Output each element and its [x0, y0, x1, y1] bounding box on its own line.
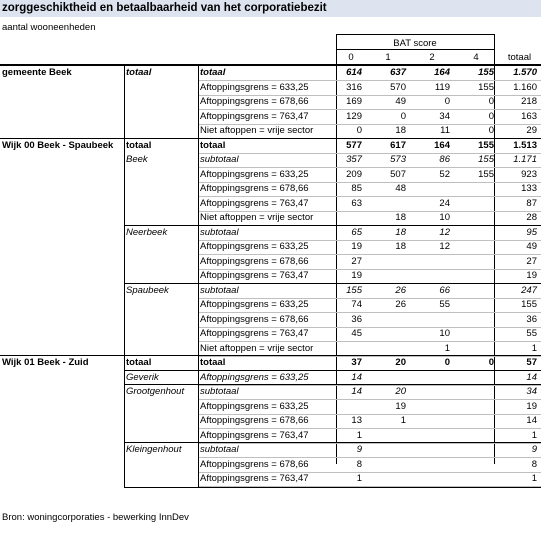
row-value: 0: [400, 110, 406, 122]
row-value: 14: [351, 386, 362, 397]
table-horizontal-rule: [0, 138, 541, 139]
bat-col-header: 4: [473, 52, 479, 63]
table-horizontal-rule: [124, 370, 541, 371]
row-value: 155: [346, 284, 362, 296]
row-group-label: Wijk 01 Beek - Zuid: [2, 357, 89, 368]
row-total-value: 1.171: [513, 154, 537, 165]
row-value: [410, 458, 454, 471]
bat-col-header: 0: [348, 52, 354, 63]
row-total-value: 27: [526, 255, 537, 267]
row-value: [410, 182, 454, 195]
row-value: 0: [488, 96, 494, 107]
row-total-value: 14: [526, 415, 537, 426]
row-value: [410, 472, 454, 485]
row-value: 0: [356, 125, 362, 136]
row-value: 316: [346, 81, 362, 93]
row-total-value: 1.570: [513, 67, 537, 78]
row-value: 155: [478, 81, 494, 93]
row-value: 85: [351, 183, 362, 194]
row-value: 26: [395, 299, 406, 310]
row-value: 0: [488, 110, 494, 122]
row-value: 20: [395, 386, 406, 397]
row-total-value: 9: [531, 444, 537, 455]
row-value: [454, 472, 498, 485]
row-value: 10: [439, 212, 450, 223]
row-total-value: 28: [526, 212, 537, 223]
row-value: [454, 414, 498, 427]
row-value: [454, 371, 498, 384]
row-category-label: Niet aftoppen = vrije sector: [200, 342, 314, 354]
row-subgroup-label: totaal: [126, 357, 152, 368]
row-group-label: gemeente Beek: [2, 67, 72, 78]
row-value: 36: [351, 313, 362, 325]
row-value: [454, 284, 498, 297]
row-value: [336, 400, 366, 413]
row-value: [366, 197, 410, 210]
row-category-label: Aftoppingsgrens = 763,47: [200, 429, 309, 441]
row-value: 52: [439, 168, 450, 180]
row-total-value: 19: [526, 400, 537, 412]
row-category-label: Aftoppingsgrens = 633,25: [200, 299, 309, 310]
row-value: 0: [444, 96, 450, 107]
row-value: 155: [478, 139, 494, 151]
row-value: [410, 429, 454, 442]
bat-score-header: BAT score: [393, 38, 437, 49]
row-total-value: 57: [526, 357, 537, 368]
row-category-label: Niet aftoppen = vrije sector: [200, 212, 314, 223]
row-value: [366, 371, 410, 384]
row-category-label: Aftoppingsgrens = 633,25: [200, 400, 309, 412]
row-value: [410, 385, 454, 398]
page-title: zorggeschiktheid en betaalbaarheid van het corporatiebezit: [0, 0, 541, 17]
row-category-label: Aftoppingsgrens = 763,47: [200, 270, 309, 281]
table-horizontal-rule: [124, 384, 541, 385]
row-category-label: Aftoppingsgrens = 678,66: [200, 255, 309, 267]
row-value: [454, 458, 498, 471]
row-value: 66: [439, 284, 450, 296]
row-value: 8: [356, 458, 362, 470]
row-value: [366, 443, 410, 456]
row-total-value: 155: [521, 299, 537, 310]
row-value: 27: [351, 255, 362, 267]
row-value: [454, 269, 498, 282]
row-category-label: Aftoppingsgrens = 763,47: [200, 110, 309, 122]
row-value: 55: [439, 299, 450, 310]
row-subgroup-label: totaal: [126, 67, 152, 78]
row-value: [410, 269, 454, 282]
row-value: 614: [346, 67, 362, 78]
row-value: [454, 429, 498, 442]
row-value: 573: [390, 154, 406, 165]
row-value: 1: [444, 342, 450, 354]
row-category-label: totaal: [200, 139, 226, 151]
row-value: [454, 400, 498, 413]
row-value: 49: [395, 96, 406, 107]
row-value: [366, 327, 410, 340]
row-value: 26: [395, 284, 406, 296]
row-value: 507: [390, 168, 406, 180]
row-value: [454, 342, 498, 355]
row-value: 65: [351, 226, 362, 238]
row-value: [366, 255, 410, 268]
row-value: 10: [439, 328, 450, 339]
row-value: 18: [395, 226, 406, 238]
row-value: 19: [395, 400, 406, 412]
row-value: 9: [356, 444, 362, 455]
row-category-label: Aftoppingsgrens = 633,25: [200, 371, 309, 383]
row-total-value: 36: [526, 313, 537, 325]
row-value: [454, 313, 498, 326]
row-value: 13: [351, 415, 362, 426]
row-value: 209: [346, 168, 362, 180]
row-total-value: 29: [526, 125, 537, 136]
row-value: 1: [356, 473, 362, 484]
row-value: [454, 255, 498, 268]
row-value: [454, 327, 498, 340]
row-value: 18: [395, 212, 406, 223]
row-value: 119: [434, 81, 450, 93]
row-total-value: 19: [526, 270, 537, 281]
row-subgroup-label: Kleingenhout: [126, 444, 182, 455]
row-value: [366, 458, 410, 471]
row-category-label: subtotaal: [200, 226, 239, 238]
row-value: [366, 269, 410, 282]
row-value: 637: [390, 67, 406, 78]
table-horizontal-rule: [124, 225, 541, 226]
row-category-label: subtotaal: [200, 386, 239, 397]
row-value: [410, 400, 454, 413]
row-total-value: 95: [526, 226, 537, 238]
row-value: [366, 429, 410, 442]
row-value: 20: [395, 357, 406, 368]
row-total-value: 1.160: [513, 81, 537, 93]
row-total-value: 1: [531, 342, 537, 354]
bat-col-header: 1: [385, 52, 391, 63]
page-subtitle: aantal wooneenheden: [2, 22, 96, 33]
row-value: 164: [434, 139, 450, 151]
row-value: 155: [478, 168, 494, 180]
row-value: [454, 240, 498, 253]
row-total-value: 1.513: [513, 139, 537, 151]
row-total-value: 14: [526, 371, 537, 383]
row-category-label: Aftoppingsgrens = 678,66: [200, 458, 309, 470]
row-category-label: subtotaal: [200, 154, 239, 165]
row-total-value: 34: [526, 386, 537, 397]
row-total-value: 49: [526, 241, 537, 252]
totaal-col-header: totaal: [507, 52, 532, 63]
row-value: [410, 443, 454, 456]
row-value: 0: [488, 125, 494, 136]
table-horizontal-rule: [336, 34, 494, 35]
table-vertical-rule: [124, 64, 125, 487]
row-total-value: 923: [521, 168, 537, 180]
row-value: 48: [395, 183, 406, 194]
row-value: 1: [356, 429, 362, 441]
row-value: [454, 211, 498, 224]
row-value: [454, 298, 498, 311]
row-value: 129: [346, 110, 362, 122]
row-total-value: 8: [531, 458, 537, 470]
row-value: [454, 182, 498, 195]
table-horizontal-rule: [0, 355, 541, 356]
row-value: 24: [439, 197, 450, 209]
row-value: 18: [395, 241, 406, 252]
row-total-value: 133: [521, 183, 537, 194]
row-value: [454, 443, 498, 456]
row-value: 155: [478, 154, 494, 165]
row-value: 14: [351, 371, 362, 383]
row-value: 34: [439, 110, 450, 122]
row-value: [336, 342, 366, 355]
row-total-value: 218: [521, 96, 537, 107]
row-category-label: Aftoppingsgrens = 678,66: [200, 183, 309, 194]
row-category-label: Aftoppingsgrens = 678,66: [200, 313, 309, 325]
row-total-value: 87: [526, 197, 537, 209]
row-value: 74: [351, 299, 362, 310]
row-value: 19: [351, 270, 362, 281]
row-total-value: 247: [521, 284, 537, 296]
row-category-label: Aftoppingsgrens = 678,66: [200, 96, 309, 107]
row-subgroup-label: Grootgenhout: [126, 386, 185, 397]
table-horizontal-rule: [0, 65, 541, 66]
row-value: 63: [351, 197, 362, 209]
row-subgroup-label: Spaubeek: [126, 284, 169, 296]
row-category-label: Aftoppingsgrens = 633,25: [200, 81, 309, 93]
table-horizontal-rule: [124, 442, 541, 443]
row-value: 570: [390, 81, 406, 93]
row-total-value: 55: [526, 328, 537, 339]
row-value: 12: [439, 241, 450, 252]
row-category-label: subtotaal: [200, 444, 239, 455]
row-value: [366, 313, 410, 326]
row-category-label: Aftoppingsgrens = 633,25: [200, 168, 309, 180]
table-horizontal-rule: [336, 49, 494, 50]
row-total-value: 163: [521, 110, 537, 122]
row-category-label: Aftoppingsgrens = 633,25: [200, 241, 309, 252]
table-horizontal-rule: [124, 487, 541, 488]
row-subgroup-label: totaal: [126, 139, 152, 151]
row-value: 169: [346, 96, 362, 107]
row-value: [410, 255, 454, 268]
row-value: 12: [439, 226, 450, 238]
row-value: 37: [351, 357, 362, 368]
row-value: 164: [434, 67, 450, 78]
row-value: 155: [478, 67, 494, 78]
row-value: [454, 385, 498, 398]
row-category-label: Niet aftoppen = vrije sector: [200, 125, 314, 136]
row-value: 1: [400, 415, 406, 426]
row-value: 0: [444, 357, 450, 368]
row-value: 357: [346, 154, 362, 165]
row-value: [410, 414, 454, 427]
row-value: [336, 211, 366, 224]
row-value: 0: [488, 357, 494, 368]
row-total-value: 1: [531, 429, 537, 441]
row-value: 11: [440, 125, 450, 136]
row-value: 18: [395, 125, 406, 136]
row-value: [366, 472, 410, 485]
row-category-label: Aftoppingsgrens = 763,47: [200, 197, 309, 209]
row-value: 19: [351, 241, 362, 252]
row-category-label: Aftoppingsgrens = 763,47: [200, 473, 309, 484]
row-subgroup-label: Geverik: [126, 371, 159, 383]
row-subgroup-label: Neerbeek: [126, 226, 168, 238]
row-value: 577: [346, 139, 362, 151]
table-vertical-rule: [198, 64, 199, 487]
row-category-label: totaal: [200, 67, 226, 78]
row-value: [454, 226, 498, 239]
row-group-label: Wijk 00 Beek - Spaubeek: [2, 139, 114, 151]
row-value: [410, 313, 454, 326]
row-category-label: subtotaal: [200, 284, 239, 296]
row-value: [366, 342, 410, 355]
row-value: [454, 197, 498, 210]
row-total-value: 1: [531, 473, 537, 484]
row-category-label: totaal: [200, 357, 226, 368]
row-category-label: Aftoppingsgrens = 763,47: [200, 328, 309, 339]
row-category-label: Aftoppingsgrens = 678,66: [200, 415, 309, 426]
source-note: Bron: woningcorporaties - bewerking InnDev: [2, 512, 189, 523]
table-horizontal-rule: [124, 283, 541, 284]
row-value: [410, 371, 454, 384]
bat-col-header: 2: [429, 52, 435, 63]
row-subgroup-label: Beek: [126, 154, 148, 165]
row-value: 617: [390, 139, 406, 151]
row-value: 86: [439, 154, 450, 165]
row-value: 45: [351, 328, 362, 339]
